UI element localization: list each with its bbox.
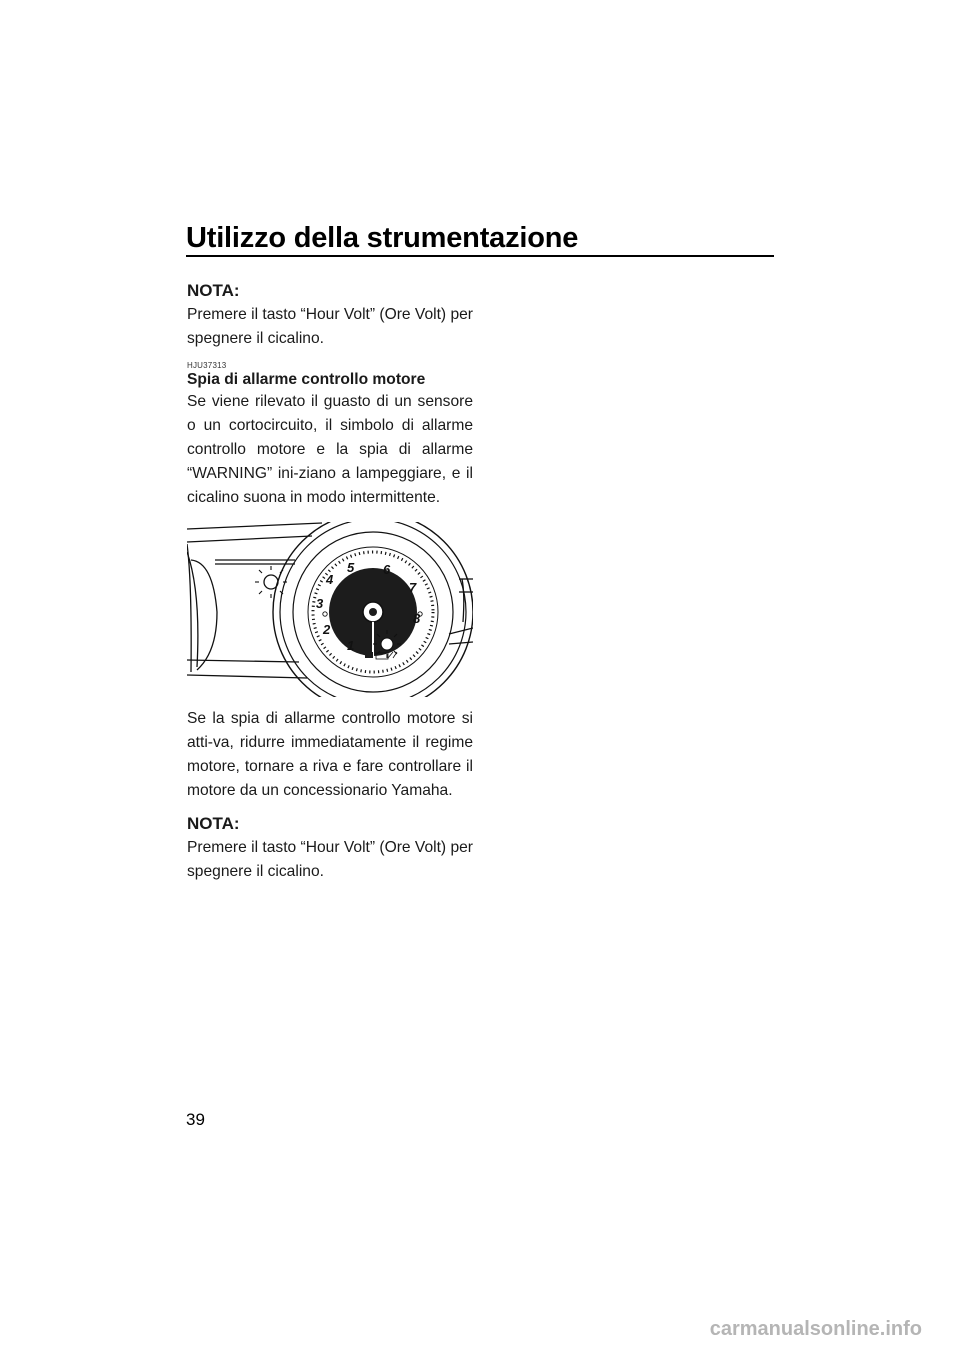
note-heading-2: NOTA:	[187, 814, 240, 833]
dashboard-illustration	[187, 522, 473, 697]
watermark: carmanualsonline.info	[709, 1318, 922, 1340]
dial-number-7: 7	[409, 580, 417, 595]
page-number: 39	[186, 1110, 205, 1129]
section-paragraph-2: Se la spia di allarme controllo motore si atti-va, ridurre immediatamente il regime motore, tornare a riva e fare controllare il motore da un concessionario Yamaha.	[187, 710, 473, 799]
dial-number-5: 5	[347, 560, 355, 575]
dial-number-6: 6	[383, 562, 391, 577]
page-title: Utilizzo della strumentazione	[186, 222, 579, 254]
content-column	[187, 280, 473, 884]
header-rule	[186, 255, 774, 257]
note-text-2: Premere il tasto “Hour Volt” (Ore Volt) per spegnere il cicalino.	[187, 839, 473, 880]
note-text: Premere il tasto “Hour Volt” (Ore Volt) per spegnere il cicalino.	[187, 306, 473, 347]
dial-number-8: 8	[413, 611, 421, 626]
dial-number-1: 1	[347, 638, 355, 653]
dial-number-4: 4	[326, 572, 334, 587]
dial-number-2: 2	[323, 622, 331, 637]
note-heading: NOTA:	[187, 281, 240, 300]
section-paragraph-1: Se viene rilevato il guasto di un sensore o un cortocircuito, il simbolo di allarme controllo motore e la spia di allarme “WARNING” ini-ziano a lampeggiare, e il cicalino suona in modo intermittente.	[187, 393, 473, 506]
section-code: HJU37313	[187, 361, 227, 370]
dial-number-3: 3	[316, 596, 324, 611]
section-title: Spia di allarme controllo motore	[187, 371, 426, 388]
